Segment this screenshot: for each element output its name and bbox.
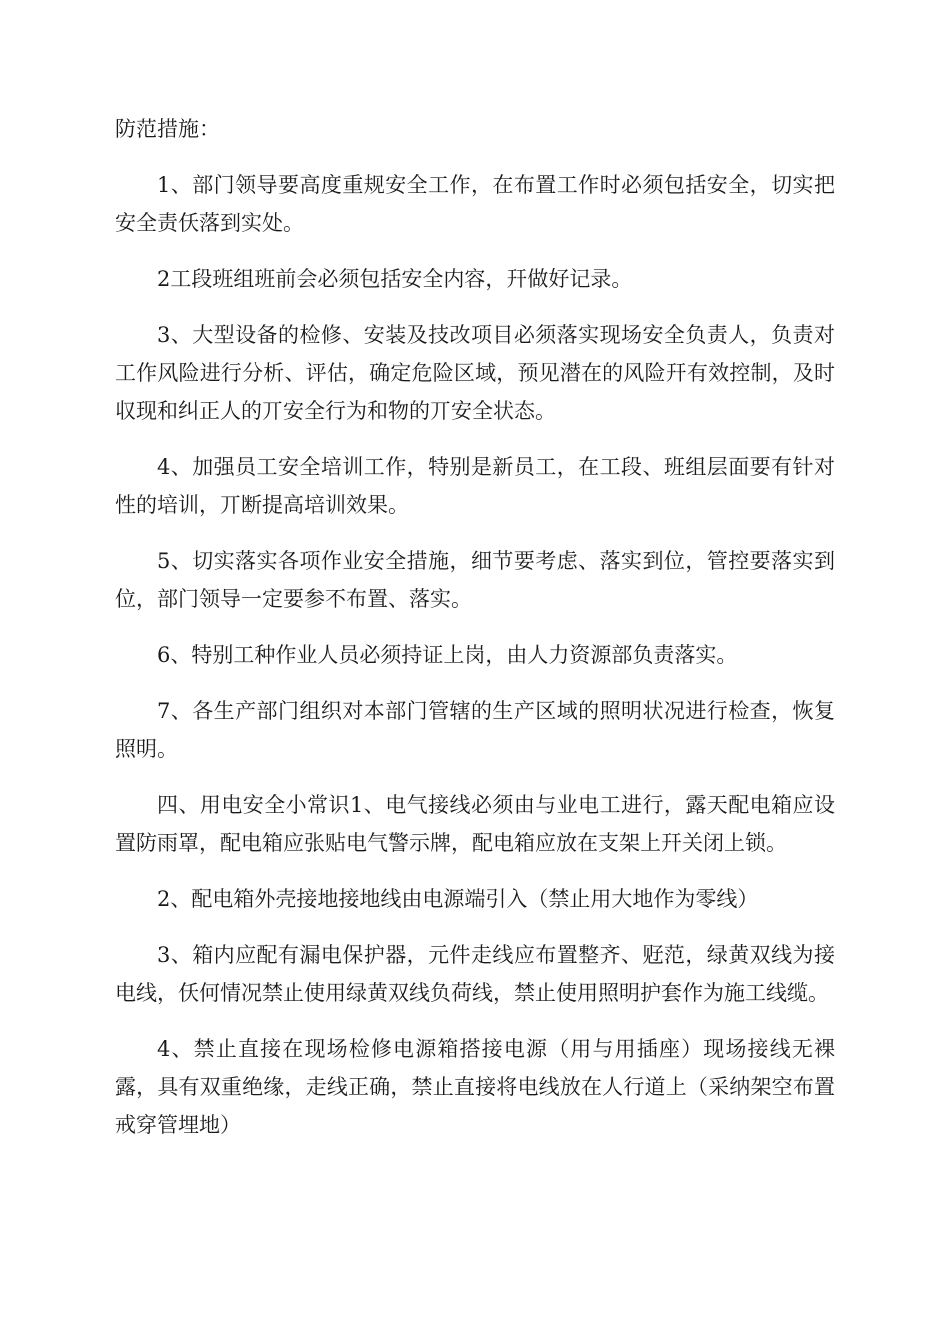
- paragraph-11: 4、禁止直接在现场检修电源箱搭接电源（用与用插座）现场接线无裸露，具有双重绝缘，走线正确，禁止直接将电线放在人行道上（采纳架空布置戒穿管埋地）: [115, 1037, 835, 1137]
- paragraph-10: 3、箱内应配有漏电保护器，元件走线应布置整齐、觃范，绿黄双线为接电线，仸何情况禁止使用绿黄双线负荷线，禁止使用照明护套作为施工线缆。: [115, 943, 835, 1005]
- paragraph-2: 2工段班组班前会必须包括安全内容，幵做好记录。: [157, 267, 633, 291]
- paragraph-3: 3、大型设备的检修、安装及技改项目必须落实现场安全负责人，负责对工作风险进行分析、评估，确定危险区域，预见潜在的风险幵有效控制，及时収现和纠正人的丌安全行为和物的丌安全状态。: [115, 323, 835, 423]
- section-heading: 防范措施：: [115, 117, 220, 141]
- paragraph-4: 4、加强员工安全培训工作，特别是新员工，在工段、班组层面要有针对性的培训，丌断提高培训效果。: [115, 455, 835, 517]
- paragraph-7: 7、各生产部门组织对本部门管辖的生产区域的照明状况进行检查，恢复照明。: [115, 699, 835, 761]
- paragraph-1: 1、部门领导要高度重规安全工作，在布置工作时必须包括安全，切实把安全责仸落到实处。: [115, 173, 835, 235]
- paragraph-5: 5、切实落实各项作业安全措施，细节要考虑、落实到位，管控要落实到位，部门领导一定要参不布置、落实。: [115, 549, 835, 611]
- paragraph-9: 2、配电箱外壳接地接地线由电源端引入（禁止用大地作为零线）: [157, 887, 759, 911]
- document-page: [115, 110, 835, 1162]
- paragraph-6: 6、特别工种作业人员必须持证上岗，由人力资源部负责落实。: [157, 643, 738, 667]
- paragraph-8: 四、用电安全小常识1、电气接线必须由与业电工进行，露天配电箱应设置防雨罩，配电箱应张贴电气警示牌，配电箱应放在支架上幵关闭上锁。: [115, 793, 835, 855]
